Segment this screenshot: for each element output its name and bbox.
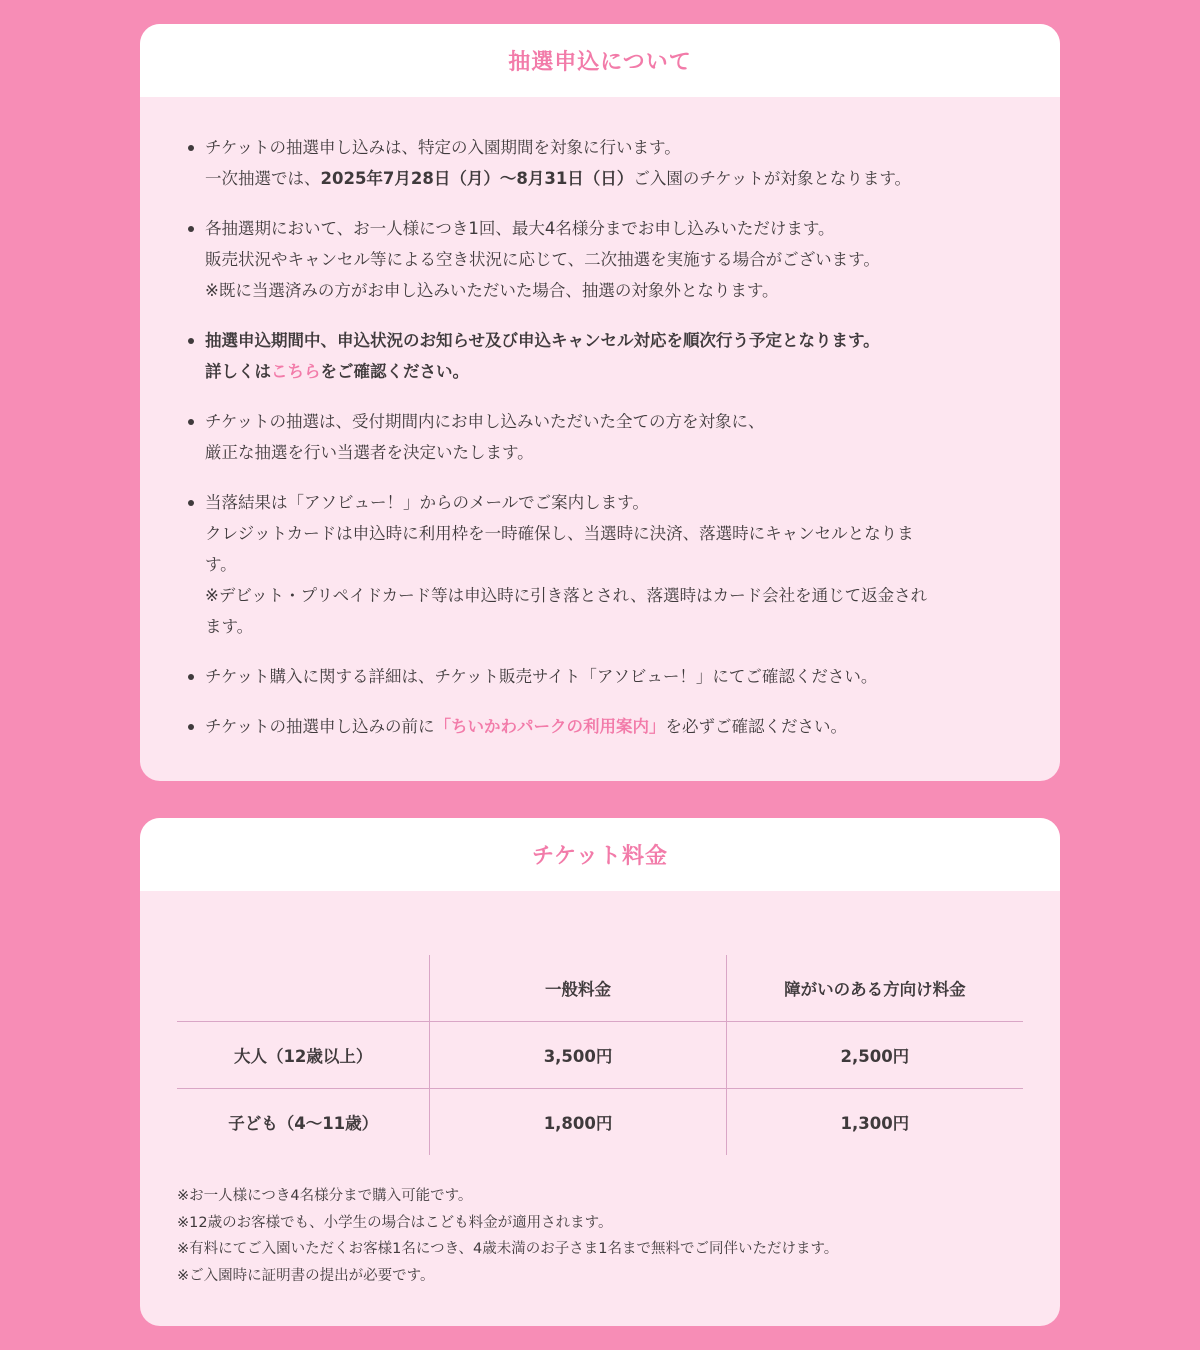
notice-line: チケット購入に関する詳細は、チケット販売サイト「アソビュー！」にてご確認ください。	[205, 667, 878, 686]
lottery-period-dates: 2025年7月28日（月）〜8月31日（日）	[320, 169, 634, 188]
notice-line: チケットの抽選申し込みは、特定の入園期間を対象に行います。	[205, 138, 681, 157]
table-header-general: 一般料金	[430, 955, 726, 1022]
list-item	[188, 661, 1020, 692]
price-notes	[177, 1183, 838, 1289]
table-row	[177, 1022, 1023, 1089]
list-item	[188, 406, 1020, 468]
price-note: ※12歳のお客様でも、小学生の場合はこども料金が適用されます。	[177, 1214, 613, 1231]
notice-text: 一次抽選では、	[205, 169, 321, 188]
ticket-price-card	[140, 818, 1060, 1326]
list-item	[188, 213, 1020, 306]
row-label-adult: 大人（12歳以上）	[177, 1022, 430, 1089]
notice-line: 厳正な抽選を行い当選者を決定いたします。	[205, 443, 534, 462]
price-note: ※お一人様につき4名様分まで購入可能です。	[177, 1188, 473, 1204]
price-note: ※有料にてご入園いただくお客様1名につき、4歳未満のお子さま1名まで無料でご同伴いただけます。	[177, 1241, 839, 1257]
price-note: ※ご入園時に証明書の提出が必要です。	[177, 1267, 435, 1284]
notice-line: ※既に当選済みの方がお申し込みいただいた場合、抽選の対象外となります。	[205, 281, 779, 300]
notice-line: ※デビット・プリペイドカード等は申込時に引き落とされ、落選時はカード会社を通じて返金され	[205, 586, 928, 605]
table-row	[177, 1089, 1023, 1156]
notice-text: チケットの抽選申し込みの前に	[205, 717, 435, 736]
table-header-row	[177, 955, 1023, 1022]
notice-line: ます。	[205, 617, 254, 636]
notice-line	[205, 356, 1020, 387]
price-cell: 2,500円	[726, 1022, 1023, 1089]
notice-line: 販売状況やキャンセル等による空き状況に応じて、二次抽選を実施する場合がございます。	[205, 250, 880, 269]
list-item	[188, 325, 1020, 387]
ticket-price-title: チケット料金	[140, 818, 1060, 891]
notice-text: を必ずご確認ください。	[665, 717, 848, 736]
notice-line	[205, 163, 1020, 194]
row-label-child: 子ども（4〜11歳）	[177, 1089, 430, 1156]
price-cell: 1,300円	[726, 1089, 1023, 1156]
notice-text: 詳しくは	[205, 362, 271, 381]
notice-line	[205, 711, 1020, 742]
notice-text: をご確認ください。	[320, 362, 469, 381]
notice-line: 抽選申込期間中、申込状況のお知らせ及び申込キャンセル対応を順次行う予定となります。	[205, 331, 880, 350]
notice-line: 各抽選期において、お一人様につき1回、最大4名様分までお申し込みいただけます。	[205, 219, 835, 238]
details-link[interactable]: こちら	[271, 362, 321, 381]
notice-line: クレジットカードは申込時に利用枠を一時確保し、当選時に決済、落選時にキャンセルとなりま	[205, 524, 914, 543]
lottery-info-card	[140, 24, 1060, 781]
notice-line: チケットの抽選は、受付期間内にお申し込みいただいた全ての方を対象に、	[205, 412, 765, 431]
lottery-notice-list	[140, 97, 1060, 742]
table-header-disability: 障がいのある方向け料金	[726, 955, 1023, 1022]
price-cell: 3,500円	[430, 1022, 726, 1089]
notice-text: ご入園のチケットが対象となります。	[633, 169, 912, 188]
list-item	[188, 487, 1020, 642]
park-guide-link[interactable]: 「ちいかわパークの利用案内」	[434, 717, 666, 736]
notice-line: 当落結果は「アソビュー！」からのメールでご案内します。	[205, 493, 649, 512]
price-cell: 1,800円	[430, 1089, 726, 1156]
table-header-blank	[177, 955, 430, 1022]
notice-line: す。	[205, 555, 237, 574]
price-table	[177, 955, 1023, 1155]
list-item	[188, 711, 1020, 742]
list-item	[188, 132, 1020, 194]
lottery-info-title: 抽選申込について	[140, 24, 1060, 97]
